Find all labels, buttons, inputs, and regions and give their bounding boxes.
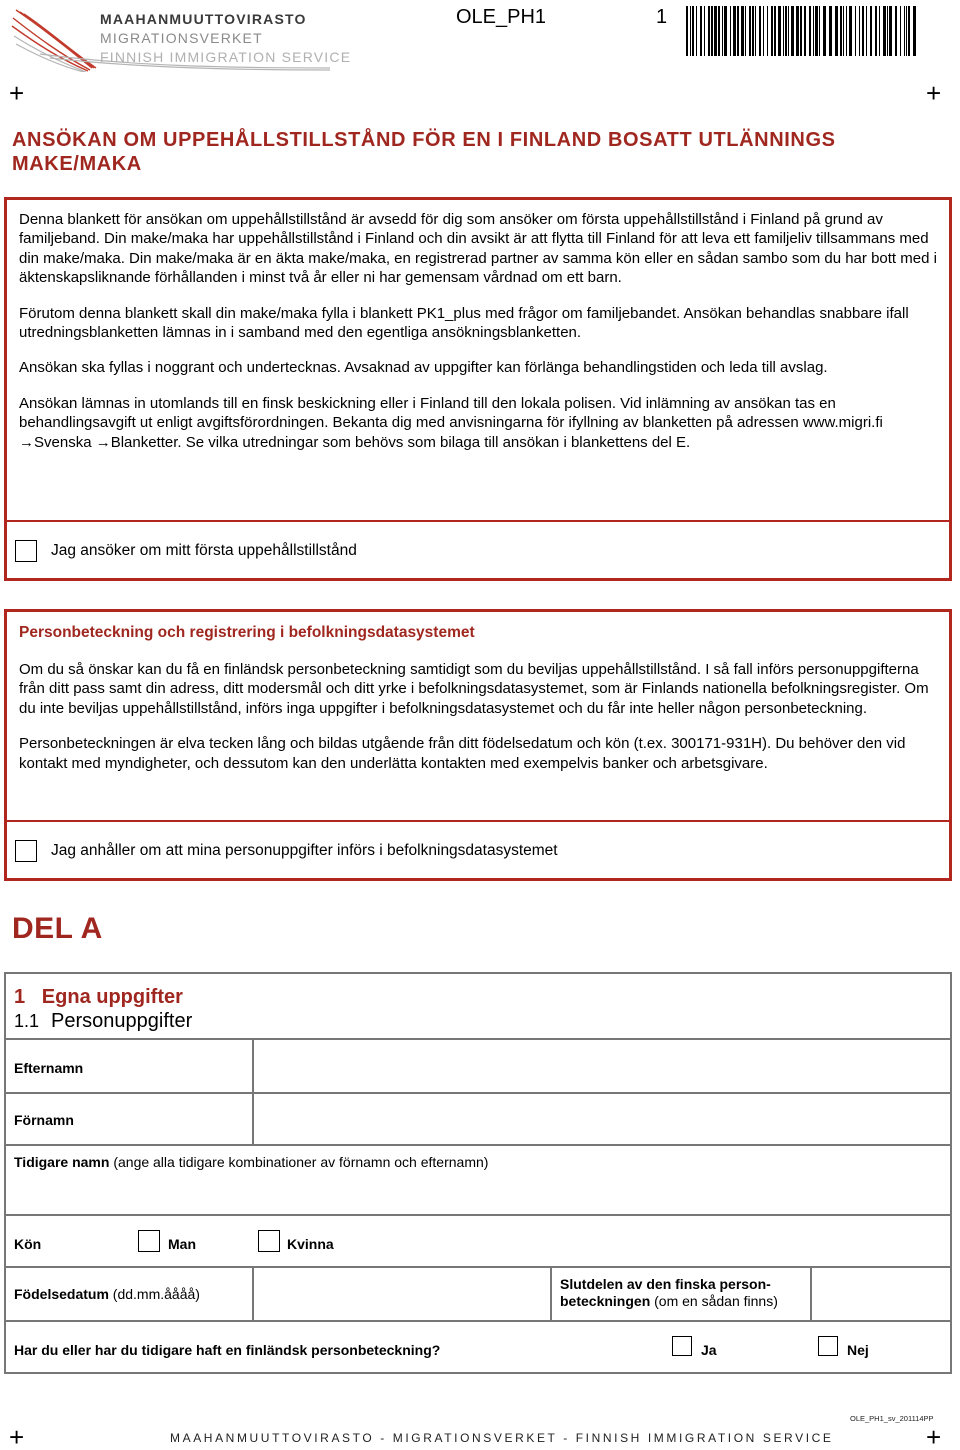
section-title: [14, 986, 183, 1009]
yes-label: Ja: [701, 1342, 717, 1358]
info-box: [4, 197, 952, 581]
female-label: Kvinna: [287, 1236, 334, 1252]
barcode-bar: [804, 6, 806, 56]
firstname-row: [6, 1094, 950, 1146]
surname-label: Efternamn: [14, 1060, 84, 1076]
birthdate-note: (dd.mm.åååå): [112, 1286, 200, 1302]
barcode-bar: [849, 6, 852, 56]
firstname-label: Förnamn: [14, 1112, 74, 1128]
id-suffix-field[interactable]: [814, 1268, 950, 1320]
part-heading: DEL A: [12, 912, 103, 945]
barcode-bar: [900, 6, 901, 56]
barcode-bar: [704, 6, 705, 56]
logo-line-fi: MAAHANMUUTTOVIRASTO: [100, 11, 307, 27]
crop-mark-icon: +: [926, 1422, 942, 1450]
page-number: 1: [656, 6, 668, 28]
barcode-bar: [870, 6, 872, 56]
id-suffix-line2: beteckningen: [560, 1293, 651, 1309]
first-permit-label: Jag ansöker om mitt första uppehållstillstånd: [51, 542, 357, 559]
barcode-bar: [737, 6, 739, 56]
barcode-bar: [783, 6, 784, 56]
birthdate-title: Födelsedatum: [14, 1286, 109, 1302]
barcode-bar: [785, 6, 787, 56]
barcode-bar: [714, 6, 717, 56]
register-checkbox[interactable]: [15, 840, 37, 862]
barcode-bar: [895, 6, 897, 56]
first-permit-checkbox[interactable]: [15, 540, 37, 562]
birthdate-label: [14, 1286, 200, 1302]
subsection-title-text: Personuppgifter: [51, 1010, 193, 1032]
logo-text: [100, 10, 351, 67]
barcode-bar: [879, 6, 880, 56]
birthdate-row: [6, 1268, 950, 1322]
barcode-bar: [745, 6, 746, 56]
subsection-number: 1.1: [14, 1011, 40, 1031]
barcode-bar: [859, 6, 860, 56]
barcode-bar: [800, 6, 802, 56]
crop-mark-icon: +: [9, 78, 25, 108]
subsection-title: [14, 1010, 192, 1033]
personal-id-text: [7, 612, 949, 822]
id-suffix-label: [560, 1276, 778, 1310]
barcode-bar: [908, 6, 910, 56]
finnish-id-question-row: [6, 1322, 950, 1374]
personal-details-form: [4, 972, 952, 1374]
surname-field[interactable]: [256, 1040, 950, 1092]
crop-mark-icon: +: [926, 78, 942, 108]
barcode-bar: [813, 6, 814, 56]
gender-row: [6, 1216, 950, 1268]
previous-names-title: Tidigare namn: [14, 1154, 110, 1170]
firstname-label-cell: [6, 1094, 254, 1144]
barcode-bar: [752, 6, 754, 56]
firstname-field[interactable]: [256, 1094, 950, 1144]
first-permit-option: [15, 540, 357, 562]
barcode-bar: [774, 6, 776, 56]
barcode-bar: [718, 6, 720, 56]
barcode-bar: [823, 6, 826, 56]
yes-checkbox[interactable]: [672, 1336, 692, 1356]
barcode-bar: [749, 6, 751, 56]
barcode-bar: [889, 6, 892, 56]
no-label: Nej: [847, 1342, 869, 1358]
barcode-bar: [733, 6, 736, 56]
barcode-bar: [690, 6, 691, 56]
barcode-bar: [724, 6, 727, 56]
birthdate-field[interactable]: [254, 1268, 552, 1320]
barcode-bar: [767, 6, 768, 56]
info-paragraph: Ansökan lämnas in utomlands till en finsk beskickning eller i Finland till den lokala polisen. Vid inlämning av ansökan tas en behandlingsavgift ut enligt avgiftsförordningen. Bekanta dig med anvisningarna för ifyllning av blanketten på adressen www.migri.fi →Svenska →Blanketter. Se vilka utredningar som behövs som bilaga till ansökan i blankettens del E.: [19, 394, 883, 451]
barcode-bar: [819, 6, 820, 56]
barcode-bar: [771, 6, 773, 56]
barcode-bar: [759, 6, 761, 56]
id-suffix-line1: Slutdelen av den finska person-: [560, 1276, 771, 1292]
personal-id-box: [4, 609, 952, 881]
female-checkbox[interactable]: [258, 1230, 280, 1252]
logo-line-en: FINNISH IMMIGRATION SERVICE: [100, 49, 352, 65]
birthdate-label-cell: [6, 1268, 254, 1320]
section-number: 1: [14, 986, 26, 1008]
barcode-bar: [866, 6, 867, 56]
barcode-bar: [862, 6, 864, 56]
section-header: [6, 974, 950, 1040]
personal-id-paragraph: Om du så önskar kan du få en finländsk personbeteckning samtidigt som du beviljas uppehållstillstånd. I så fall införs personuppgifterna från ditt pass samt din adress, ditt modersmål och ditt yrke i befolkningsdatasystemet, som är Finlands nationella befolkningsregister. Om du inte beviljas uppehållstillstånd, införs inga uppgifter i befolkningsdatasystemet och du får inte heller någon personbeteckning.: [19, 661, 929, 717]
surname-label-cell: [6, 1040, 254, 1092]
male-label: Man: [168, 1236, 196, 1252]
barcode-bar: [796, 6, 799, 56]
barcode-bar: [791, 6, 794, 56]
info-paragraph: Denna blankett för ansökan om uppehållstillstånd är avsedd för dig som ansöker om första uppehållstillstånd i Finland på grund av familjeband. Din make/maka har uppehållstillstånd i Finland och din avsikt är att flytta till Finland för att leva ett familjeliv tillsammans med din make/maka. Din make/maka är en äkta make/maka, en registrerad partner av samma kön eller en sådan sambo som du har bott med i äktenskapsliknande förhållanden i minst två år eller ni har gemensam vårdnad om ett barn.: [19, 211, 937, 287]
logo-line-sv: MIGRATIONSVERKET: [100, 30, 263, 46]
info-paragraph: Ansökan ska fyllas i noggrant och undertecknas. Avsaknad av uppgifter kan förlänga behandlingstiden och leda till avslag.: [19, 359, 828, 377]
barcode-bar: [835, 6, 838, 56]
male-checkbox[interactable]: [138, 1230, 160, 1252]
footer-agency: MAAHANMUUTTOVIRASTO - MIGRATIONSVERKET - FINNISH IMMIGRATION SERVICE: [170, 1431, 834, 1445]
barcode-bar: [788, 6, 789, 56]
barcode-bar: [741, 6, 744, 56]
barcode-bar: [755, 6, 756, 56]
register-option: [15, 840, 558, 862]
barcode: [686, 6, 918, 56]
barcode-bar: [730, 6, 731, 56]
barcode-bar: [722, 6, 723, 56]
barcode-bar: [883, 6, 886, 56]
barcode-bar: [700, 6, 702, 56]
barcode-bar: [711, 6, 713, 56]
barcode-bar: [840, 6, 842, 56]
crop-mark-icon: +: [9, 1422, 25, 1450]
barcode-bar: [855, 6, 856, 56]
no-checkbox[interactable]: [818, 1336, 838, 1356]
barcode-bar: [906, 6, 907, 56]
gender-label: Kön: [14, 1236, 42, 1252]
barcode-bar: [913, 6, 916, 56]
info-paragraph: Förutom denna blankett skall din make/maka fylla i blankett PK1_plus med frågor om familjebandet. Ansökan behandlas snabbare ifall utredningsblanketten lämnas in i samband med den egentliga ansökningsblanketten.: [19, 304, 909, 342]
section-title-text: Egna uppgifter: [41, 986, 183, 1008]
barcode-bar: [904, 6, 905, 56]
barcode-bar: [708, 6, 710, 56]
barcode-bar: [686, 6, 688, 56]
page-title: ANSÖKAN OM UPPEHÅLLSTILLSTÅND FÖR EN I FINLAND BOSATT UTLÄNNINGS MAKE/MAKA: [12, 129, 836, 175]
barcode-bar: [778, 6, 781, 56]
barcode-bar: [887, 6, 888, 56]
barcode-bar: [846, 6, 847, 56]
barcode-bar: [875, 6, 877, 56]
barcode-bar: [696, 6, 697, 56]
info-text: [7, 200, 949, 522]
barcode-bar: [763, 6, 764, 56]
previous-names-note: (ange alla tidigare kombinationer av förnamn och efternamn): [113, 1154, 489, 1170]
previous-names-label: [14, 1154, 488, 1170]
personal-id-paragraph: Personbeteckningen är elva tecken lång och bildas utgående från ditt födelsedatum och kön (t.ex. 300171-931H). Du behöver den vid kontakt med myndigheter, och dessutom kan den underlätta kontakten med exempelvis banker och arbetsgivare.: [19, 735, 906, 772]
finnish-id-question: Har du eller har du tidigare haft en finländsk personbeteckning?: [14, 1342, 441, 1358]
id-suffix-note: (om en sådan finns): [654, 1293, 778, 1309]
barcode-bar: [815, 6, 818, 56]
barcode-bar: [829, 6, 832, 56]
barcode-bar: [809, 6, 811, 56]
form-code: OLE_PH1: [456, 6, 547, 28]
barcode-bar: [843, 6, 844, 56]
personal-id-heading: Personbeteckning och registrering i befolkningsdatasystemet: [19, 624, 475, 641]
footer-form-code: OLE_PH1_sv_201114PP: [850, 1414, 934, 1423]
previous-names-row[interactable]: [6, 1146, 950, 1216]
surname-row: [6, 1040, 950, 1094]
id-suffix-label-cell: [552, 1268, 812, 1320]
barcode-bar: [692, 6, 694, 56]
register-label: Jag anhåller om att mina personuppgifter införs i befolkningsdatasystemet: [51, 842, 558, 859]
